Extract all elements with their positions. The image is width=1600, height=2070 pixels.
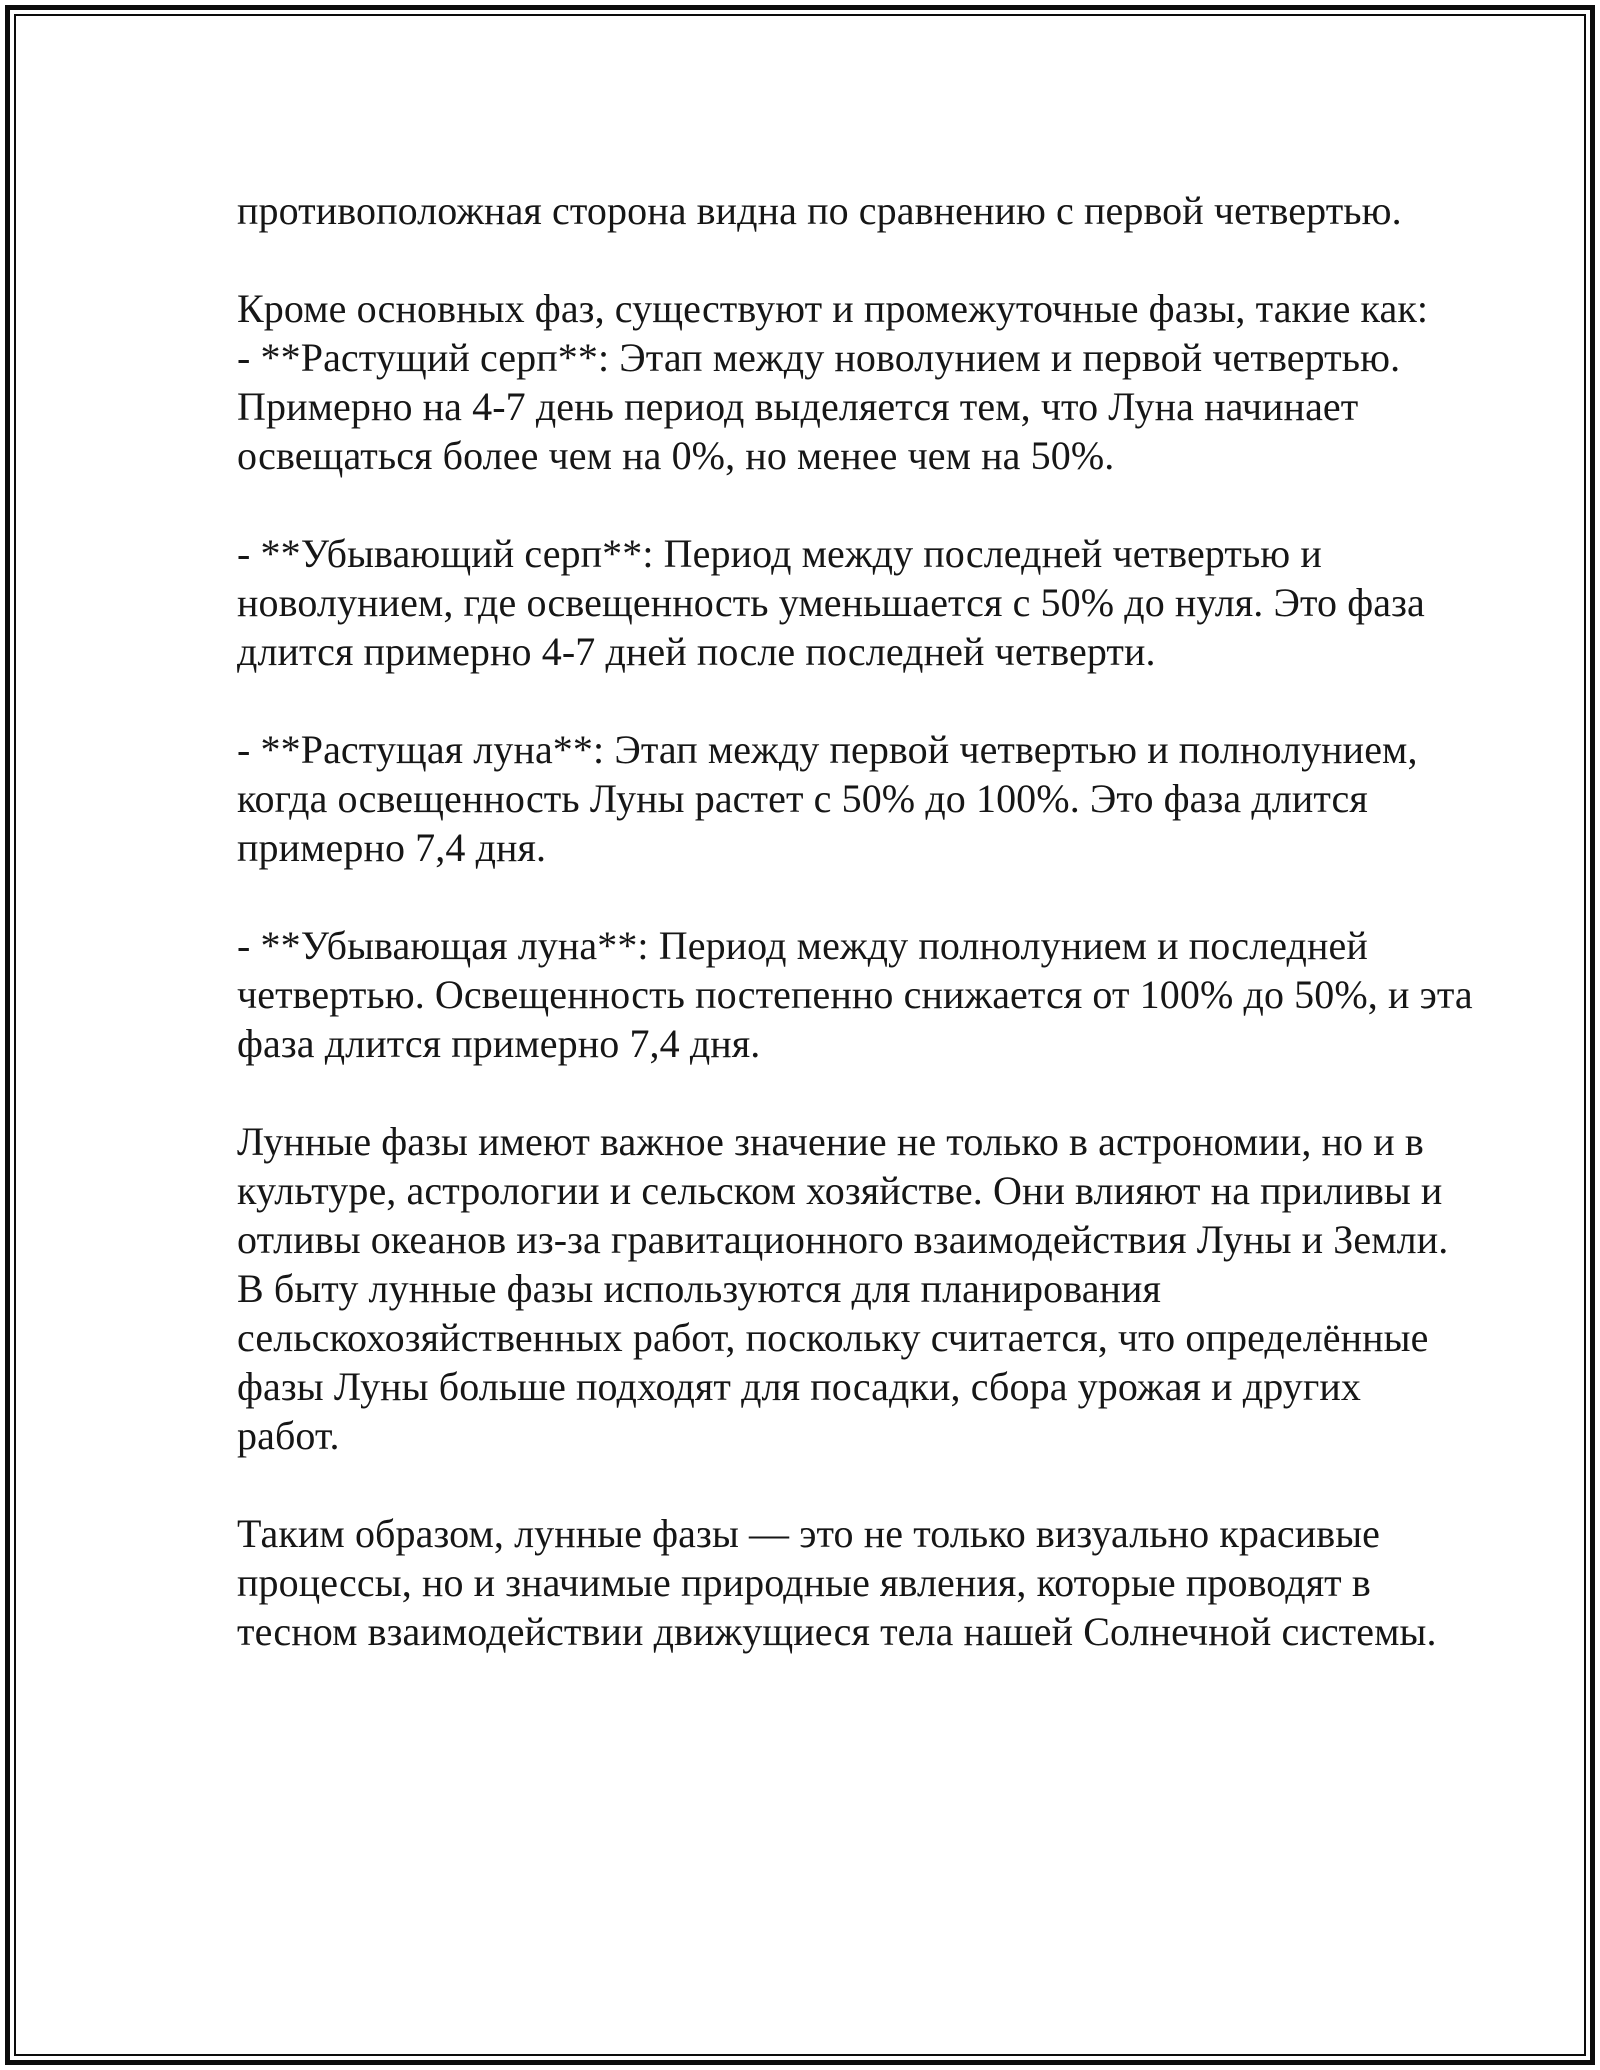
text-line: Примерно на 4-7 день период выделяется тем, что Луна начинает — [237, 384, 1359, 429]
text-line: освещаться более чем на 0%, но менее чем на 50%. — [237, 433, 1115, 478]
text-line: фаза длится примерно 7,4 дня. — [237, 1021, 761, 1066]
text-line: длится примерно 4-7 дней после последней четверти. — [237, 629, 1156, 674]
text-line: - **Убывающая луна**: Период между полнолунием и последней — [237, 923, 1368, 968]
text-line: культуре, астрологии и сельском хозяйстве. Они влияют на приливы и — [237, 1168, 1443, 1213]
text-line: четвертью. Освещенность постепенно снижается от 100% до 50%, и эта — [237, 972, 1473, 1017]
paragraph — [237, 1509, 1437, 1656]
text-line: процессы, но и значимые природные явления, которые проводят в — [237, 1560, 1371, 1605]
text-line: примерно 7,4 дня. — [237, 825, 547, 870]
text-line: сельскохозяйственных работ, поскольку считается, что определённые — [237, 1315, 1429, 1360]
text-line: Лунные фазы имеют важное значение не только в астрономии, но и в — [237, 1119, 1424, 1164]
text-line: - **Растущий серп**: Этап между новолунием и первой четвертью. — [237, 335, 1401, 380]
text-line: - **Растущая луна**: Этап между первой четвертью и полнолунием, — [237, 727, 1418, 772]
paragraph — [237, 529, 1425, 676]
paragraph — [237, 186, 1402, 235]
paragraph — [237, 921, 1473, 1068]
text-line: противоположная сторона видна по сравнению с первой четвертью. — [237, 188, 1402, 233]
text-line: новолунием, где освещенность уменьшается с 50% до нуля. Это фаза — [237, 580, 1425, 625]
text-line: отливы океанов из-за гравитационного взаимодействия Луны и Земли. — [237, 1217, 1449, 1262]
text-line: В быту лунные фазы используются для планирования — [237, 1266, 1162, 1311]
text-line: фазы Луны больше подходят для посадки, сбора урожая и других — [237, 1364, 1361, 1409]
text-line: тесном взаимодействии движущиеся тела нашей Солнечной системы. — [237, 1609, 1437, 1654]
text-line: работ. — [237, 1413, 340, 1458]
paragraph — [237, 725, 1418, 872]
paragraph — [237, 284, 1429, 480]
paragraph — [237, 1117, 1449, 1460]
text-line: когда освещенность Луны растет с 50% до 100%. Это фаза длится — [237, 776, 1368, 821]
document-body — [237, 186, 1473, 1705]
text-line: Таким образом, лунные фазы — это не только визуально красивые — [237, 1511, 1381, 1556]
text-line: Кроме основных фаз, существуют и промежуточные фазы, такие как: — [237, 286, 1429, 331]
text-line: - **Убывающий серп**: Период между последней четвертью и — [237, 531, 1322, 576]
